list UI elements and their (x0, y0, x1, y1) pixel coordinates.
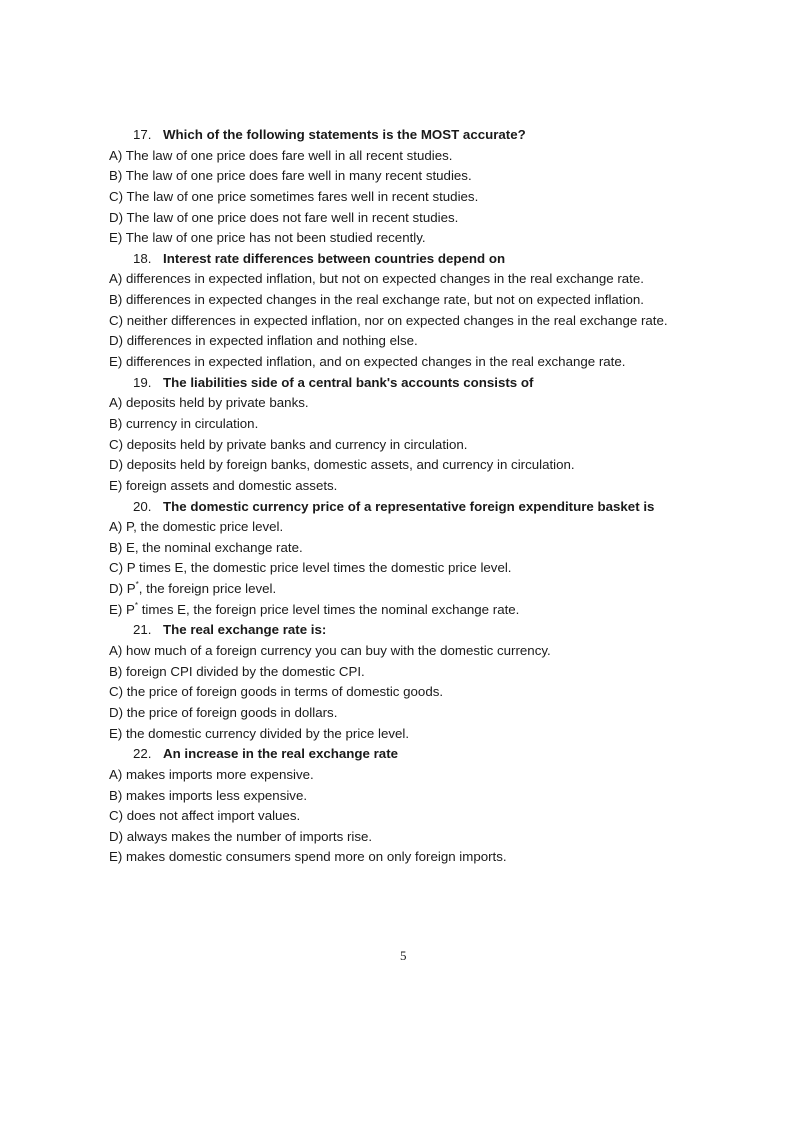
option-text: B) makes imports less expensive. (109, 787, 308, 803)
question-text: The domestic currency price of a representative foreign expenditure basket is (163, 498, 655, 514)
option-text: C) The law of one price sometimes fares well in recent studies. (109, 188, 479, 204)
option-text: E) the domestic currency divided by the price level. (109, 725, 410, 741)
option-text: D) deposits held by foreign banks, domestic assets, and currency in circulation. (109, 457, 575, 473)
question-list (109, 125, 749, 868)
answer-option (109, 393, 749, 414)
answer-option (109, 786, 749, 807)
question-number: 19. (133, 374, 152, 390)
question-heading (109, 620, 749, 641)
superscript-star: * (135, 580, 139, 590)
answer-option (109, 765, 749, 786)
option-text: B) foreign CPI divided by the domestic CPI. (109, 663, 365, 679)
answer-option (109, 703, 749, 724)
answer-option (109, 269, 749, 290)
answer-option (109, 311, 749, 332)
question-heading (109, 744, 749, 765)
answer-option (109, 476, 749, 497)
option-text: E) foreign assets and domestic assets. (109, 477, 338, 493)
answer-option (109, 538, 749, 559)
page-number: 5 (400, 948, 407, 963)
option-text: D) the price of foreign goods in dollars. (109, 704, 338, 720)
answer-option (109, 827, 749, 848)
option-text: E) differences in expected inflation, and on expected changes in the real exchange rate. (109, 354, 626, 370)
option-text: C) neither differences in expected inflation, nor on expected changes in the real exchange rate. (109, 312, 668, 328)
answer-option (109, 331, 749, 352)
option-text: A) deposits held by private banks. (109, 395, 309, 411)
option-text: A) P, the domestic price level. (109, 519, 284, 535)
option-text: C) P times E, the domestic price level times the domestic price level. (109, 560, 512, 576)
answer-option (109, 187, 749, 208)
option-text: E) makes domestic consumers spend more on only foreign imports. (109, 849, 507, 865)
option-text: B) differences in expected changes in the real exchange rate, but not on expected inflation. (109, 292, 644, 308)
option-text: C) the price of foreign goods in terms of domestic goods. (109, 684, 444, 700)
option-text: E) The law of one price has not been studied recently. (109, 230, 426, 246)
question-heading (109, 125, 749, 146)
answer-option (109, 517, 749, 538)
answer-option (109, 208, 749, 229)
question-number: 20. (133, 498, 152, 514)
answer-option (109, 352, 749, 373)
answer-option (109, 166, 749, 187)
answer-option (109, 435, 749, 456)
answer-option (109, 641, 749, 662)
option-text-rest: , the foreign price level. (138, 581, 277, 597)
question-text: The liabilities side of a central bank's accounts consists of (163, 374, 534, 390)
option-text: B) currency in circulation. (109, 415, 259, 431)
option-text: E) P (109, 601, 135, 617)
answer-option (109, 558, 749, 579)
option-text-rest: times E, the foreign price level times the nominal exchange rate. (138, 601, 520, 617)
option-text: A) makes imports more expensive. (109, 766, 314, 782)
option-text: D) The law of one price does not fare well in recent studies. (109, 209, 459, 225)
question-number: 18. (133, 250, 152, 266)
question-heading (109, 249, 749, 270)
question-text: Which of the following statements is the MOST accurate? (163, 127, 526, 142)
option-text: C) deposits held by private banks and currency in circulation. (109, 436, 468, 452)
answer-option (109, 455, 749, 476)
answer-option (109, 724, 749, 745)
option-text: D) always makes the number of imports rise. (109, 828, 373, 844)
answer-option (109, 290, 749, 311)
option-text: D) P (109, 581, 136, 597)
answer-option (109, 682, 749, 703)
question-text: The real exchange rate is: (163, 622, 327, 638)
option-text: A) how much of a foreign currency you can buy with the domestic currency. (109, 643, 551, 659)
option-text: C) does not affect import values. (109, 808, 301, 824)
answer-option (109, 600, 749, 621)
question-text: Interest rate differences between countries depend on (163, 250, 506, 266)
answer-option (109, 662, 749, 683)
question-number: 17. (133, 127, 152, 142)
option-text: B) E, the nominal exchange rate. (109, 539, 303, 555)
option-text: B) The law of one price does fare well in many recent studies. (109, 168, 472, 184)
superscript-star: * (134, 600, 138, 610)
option-text: A) The law of one price does fare well in all recent studies. (109, 147, 453, 163)
option-text: D) differences in expected inflation and nothing else. (109, 333, 418, 349)
question-heading (109, 373, 749, 394)
answer-option (109, 806, 749, 827)
option-text: A) differences in expected inflation, but not on expected changes in the real exchange rate. (109, 271, 644, 287)
question-heading (109, 497, 749, 518)
question-number: 21. (133, 622, 152, 638)
answer-option (109, 146, 749, 167)
answer-option (109, 579, 749, 600)
question-text: An increase in the real exchange rate (163, 746, 399, 762)
answer-option (109, 414, 749, 435)
question-number: 22. (133, 746, 152, 762)
answer-option (109, 228, 749, 249)
answer-option (109, 847, 749, 868)
